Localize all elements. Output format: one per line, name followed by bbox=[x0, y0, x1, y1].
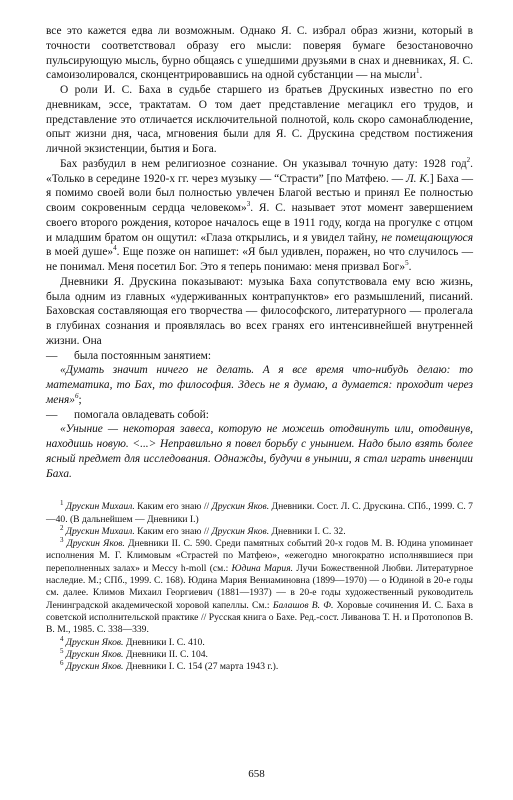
author-name: Друскин Яков. bbox=[65, 636, 124, 648]
author-name: Друскин Михаил. bbox=[65, 501, 135, 513]
footnote bbox=[46, 535, 474, 636]
footnote-number: 2 bbox=[60, 523, 64, 532]
footnote bbox=[46, 658, 473, 673]
footnote-text: Дневники I. С. 410. bbox=[123, 636, 205, 648]
footnote bbox=[46, 501, 473, 526]
main-text bbox=[46, 24, 473, 481]
footnote-number: 1 bbox=[60, 499, 64, 508]
footnote-text: Лучи Божественной Любви. Литературное наследие. М.; СПб., 1999. С. 168). Юдина Мария Вениаминовна (1899—1970) — о Юдиной в 20-е годы см. далее. Климов Михаил Георгиевич (1881—1937) — в 20-е годы художественный руководитель Ленинградской академической хоровой капеллы. См.: bbox=[46, 562, 473, 611]
footnote-text: Каким его знаю // bbox=[134, 525, 212, 537]
quote bbox=[46, 363, 473, 407]
list-dash: — bbox=[46, 349, 58, 362]
footnote-ref: 2 bbox=[466, 155, 471, 164]
paragraph-text: Бах разбудил в нем религиозное сознание. Он указывал точную дату: 1928 год bbox=[60, 157, 467, 170]
author-name: Друскин Яков. bbox=[65, 648, 124, 660]
footnote-ref: 6 bbox=[74, 391, 79, 400]
list-item-text: была постоянным занятием: bbox=[74, 349, 212, 362]
list-item bbox=[46, 349, 473, 364]
footnote-text: Хоровые сочинения И. С. Баха в советской исполнительской практике // Русская книга о Бахе. Ред.-сост. Ливанова Т. Н. и Протопопов В. В. М., 1985. С. 338—339. bbox=[46, 599, 473, 636]
paragraph-text: . Я. С. называет этот момент завершением своего второго рождения, которое началось еще в 1911 году, когда на прогулке с отцом и младшим братом он ощутил: «Глаза открылись, и я увидел тайну, bbox=[46, 202, 473, 244]
footnote-text: Дневники I. С. 32. bbox=[269, 525, 346, 537]
footnote-ref: 4 bbox=[113, 244, 117, 253]
footnote bbox=[46, 634, 473, 649]
footnote-text: Дневники I. С. 154 (27 марта 1943 г.). bbox=[123, 661, 279, 673]
footnote-number: 4 bbox=[60, 634, 64, 643]
quote bbox=[46, 422, 473, 481]
paragraph-text: . Еще позже он напишет: «Я был удивлен, поражен, но что случилось — не понимал. Меня посетил Бог. Это я теперь понимаю: меня призвал Бог» bbox=[46, 246, 473, 273]
paragraph bbox=[46, 83, 473, 157]
paragraph-text: Дневники Я. Друскина показывают: музыка Баха сопутствовала ему всю жизнь, была одним из главных «удерживанных контрапунктов» его размышлений, писаний. Баховская составляющая его творчества — философского, литературного — пролегала в глубинах сознания и проявлялась во всех гранях его интенсивнейшей внутренней жизни. Она bbox=[46, 275, 473, 347]
author-name: Балашов В. Ф. bbox=[272, 599, 334, 611]
quote-text: «Уныние — некоторая завеса, которую не можешь отодвинуть или, отодвинув, находишь новую. <...> Неправильно я повел борьбу с унынием. Надо было взять более ясный предмет для исследования. Однажды, будучи в унынии, я стал играть инвенции Баха. bbox=[46, 423, 473, 480]
footnotes bbox=[46, 501, 473, 673]
italic-text: Л. К. bbox=[405, 172, 430, 185]
footnote-text: Дневники II. С. 104. bbox=[123, 648, 208, 660]
paragraph-text: . «Только в середине 1920-х гг. через музыку — “Страсти” [по Матфею. — bbox=[46, 157, 473, 185]
paragraph-text: О роли И. С. Баха в судьбе старшего из братьев Друскиных известно по его дневникам, эссе, трактатам. О том дает представление мегацикл его трудов, и представление это отличается исключительной полнотой, коль скоро самонаблюдение, опыт жизни дня, часа, мгновения были для Я. С. Друскина средством постижения личной экзистенции, бытия и Бога. bbox=[46, 84, 473, 155]
footnote bbox=[46, 523, 473, 538]
page-number: 658 bbox=[248, 768, 265, 780]
list-item bbox=[46, 408, 473, 423]
quote-text: «Думать значит ничего не делать. А я все время что-нибудь делаю: то математика, то Бах, то философия. Здесь не я думаю, а думается: проходит через меня» bbox=[46, 364, 473, 406]
footnote-text: Дневники. Сост. Л. С. Друскина. СПб., 1999. С. 7—40. (В дальнейшем — Дневники I.) bbox=[46, 501, 473, 525]
paragraph-text: ] Баха — я помимо своей воли был полностью увлечен Благой вестью и принял Ее полностью своим сокровенным сердца человеком» bbox=[46, 172, 474, 214]
quote-text: ; bbox=[78, 393, 82, 406]
paragraph bbox=[46, 24, 473, 83]
paragraph-text: . bbox=[419, 69, 423, 82]
author-name: Друскин Яков. bbox=[65, 661, 124, 673]
author-name: Друскин Яков. bbox=[211, 525, 270, 537]
footnote-text: Каким его знаю // bbox=[134, 501, 212, 513]
footnote-text: Дневники II. С. 590. Среди памятных событий 20-х годов М. В. Юдина упоминает исполнения М. Г. Климовым «Страстей по Матфею», «ежегодно многократно исполнявшиеся при переполненных залах» и Мессу h-moll (см.: bbox=[46, 538, 474, 574]
list-dash: — bbox=[46, 408, 58, 421]
footnote-number: 6 bbox=[60, 658, 64, 667]
list-item-text: помогала овладевать собой: bbox=[74, 408, 209, 421]
paragraph-text: в моей душе» bbox=[46, 246, 114, 259]
footnote-ref: 5 bbox=[405, 259, 409, 268]
footnote-number: 3 bbox=[60, 535, 64, 544]
footnote bbox=[46, 646, 473, 661]
footnote-number: 5 bbox=[60, 646, 64, 655]
author-name: Юдина Мария. bbox=[231, 562, 294, 574]
footnote-ref: 3 bbox=[246, 200, 251, 209]
author-name: Друскин Яков. bbox=[211, 501, 270, 513]
author-name: Друскин Михаил. bbox=[65, 525, 135, 537]
footnote-ref: 1 bbox=[415, 67, 420, 76]
paragraph bbox=[46, 157, 473, 275]
italic-text: не помещающуюся bbox=[381, 231, 474, 244]
paragraph-text: . bbox=[408, 261, 412, 273]
author-name: Друскин Яков. bbox=[66, 538, 125, 550]
paragraph bbox=[46, 275, 473, 349]
paragraph-text: все это кажется едва ли возможным. Однако Я. С. избрал образ жизни, который в точности соответствовал образу его мысли: поверяя бумаге безостановочно пульсирующую мысль, бурно общаясь с ушедшими друзьями в снах и дневниках, Я. С. самоизолировался, сконцентрировавшись на одной субстанции — на мысли bbox=[46, 25, 473, 82]
